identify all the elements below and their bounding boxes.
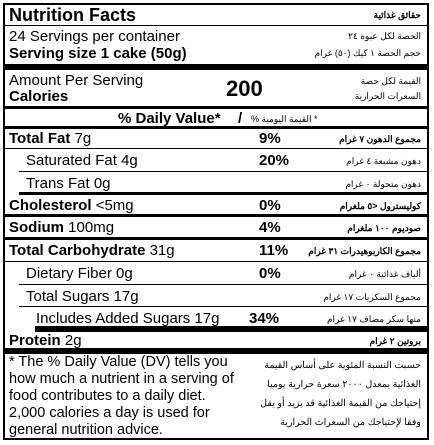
nutrient-name: Cholesterol (9, 197, 92, 214)
nutrient-name-ar: مجموع الكاربوهيدرات ٣١ غرام (308, 246, 421, 256)
nutrient-amount: 0g (116, 265, 133, 282)
nutrient-name-ar: صوديوم ١٠٠ ملغرام (347, 223, 421, 233)
servings-per-container-ar: الحصة لكل عبوة ٢٤ (348, 31, 421, 41)
footnote-en: * The % Daily Value (DV) tells you how much a nutrient in a serving of food contributes to a daily diet. 2,000 calories a day is used for general nutrition advice. (9, 354, 234, 438)
nutrient-percent: 0% (259, 197, 281, 214)
nutrient-amount: 17g (113, 288, 139, 305)
nutrient-amount: 100mg (68, 219, 115, 236)
nutrient-name: Includes Added Sugars (36, 310, 191, 327)
serving-size-ar: حجم الحصة ١ كيك (٥٠) غرام (314, 48, 421, 58)
nutrient-row-protein (5, 332, 427, 354)
nutrient-percent: 9% (259, 130, 281, 147)
panel-title: Nutrition Facts (9, 5, 137, 25)
nutrient-name-ar: دهون متحولة ٠ غرام (345, 179, 421, 189)
nutrient-name-ar: بروتين ٢ غرام (369, 336, 421, 346)
panel-title-ar: حقائق غذائية (373, 10, 421, 20)
nutrient-name: Total Carbohydrate (9, 242, 146, 259)
nutrient-amount: 7g (74, 130, 92, 147)
nutrient-row-trans-fat (19, 172, 427, 195)
nutrient-row-dietary-fiber (19, 262, 427, 285)
nutrient-name-ar: كوليسترول <٥ ملغرام (339, 201, 421, 211)
nutrient-percent: 0% (259, 265, 281, 282)
amount-per-serving: Amount Per Serving (9, 72, 144, 89)
nutrient-amount: 17g (194, 310, 220, 327)
nutrient-name: Protein (9, 332, 61, 349)
nutrient-name-ar: دهون مشبعة ٤ غرام (346, 156, 421, 166)
nutrient-name-ar: مجموع السكريات ١٧ غرام (323, 292, 421, 302)
footnote-row (5, 354, 427, 438)
daily-value-header: % Daily Value* / * القيمة اليومية % (5, 109, 427, 129)
nutrient-name-ar: مجموع الدهون ٧ غرام (339, 134, 421, 144)
serving-size: Serving size 1 cake (50g) (9, 45, 187, 62)
amount-per-serving-ar: القيمة لكل حصة (360, 76, 421, 86)
nutrient-amount: 31g (149, 242, 175, 259)
nutrient-row-total-sugars (19, 285, 427, 307)
nutrient-name-ar: منها سكر مضاف ١٧ غرام (326, 314, 421, 324)
nutrient-row-total-fat (5, 129, 427, 149)
nutrient-name-ar: ألياف غذائية ٠ غرام (348, 269, 421, 279)
servings-per-container: 24 Servings per container (9, 28, 180, 45)
daily-value-label-ar: * القيمة اليومية % (251, 114, 318, 124)
nutrient-name: Dietary Fiber (26, 265, 112, 282)
calories-label-ar: السعرات الحرارية (354, 91, 421, 101)
nutrient-percent: 34% (249, 310, 280, 327)
nutrient-amount: 0g (93, 175, 111, 192)
calories-value: 200 (226, 76, 263, 101)
nutrient-name: Sodium (9, 219, 64, 236)
nutrient-percent: 11% (259, 242, 289, 259)
title-row (5, 5, 427, 26)
footnote-ar: حسبت النسبة المئوية على أساس القيمة الغذائية بمعدل ٢٠٠٠ سعرة حرارية يوميا إحتياجك من القيمة الغذائية قد يزيد أو يقل وفقا لإحتياجك من السعرات الحرارية (260, 360, 421, 428)
nutrient-amount: 4g (121, 152, 138, 169)
nutrient-percent: 20% (259, 152, 290, 169)
calories-row (5, 70, 427, 109)
calories-label: Calories (9, 88, 69, 105)
servings-row (5, 26, 427, 70)
nutrient-name: Total Sugars (26, 288, 110, 305)
nutrient-percent: 4% (259, 219, 281, 236)
nutrition-facts-panel (3, 3, 429, 440)
nutrient-row-sodium (5, 217, 427, 240)
nutrient-name: Saturated Fat (26, 152, 117, 169)
nutrient-row-total-carbohydrate (5, 240, 427, 262)
nutrient-row-saturated-fat (19, 149, 427, 172)
nutrient-amount: <5mg (95, 197, 134, 214)
nutrient-row-added-sugars (35, 307, 427, 332)
daily-value-label: % Daily Value* (118, 110, 221, 127)
nutrient-name: Trans Fat (26, 175, 90, 192)
nutrient-row-cholesterol (5, 195, 427, 217)
nutrient-name: Total Fat (9, 130, 71, 147)
nutrient-amount: 2g (64, 332, 82, 349)
